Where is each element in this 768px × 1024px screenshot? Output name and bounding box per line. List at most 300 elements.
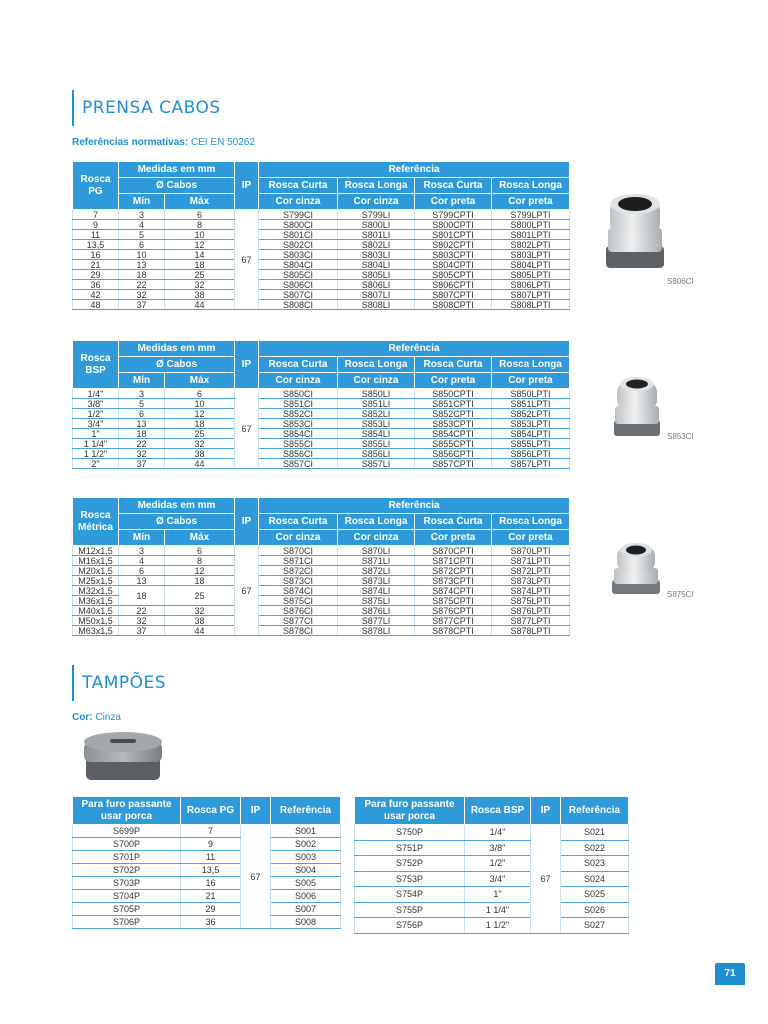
cell-rc-cinza: S853CI <box>259 419 338 429</box>
cell-rl-cinza: S807LI <box>338 290 415 300</box>
table-row <box>73 409 570 419</box>
header-rosca-longa: Rosca Longa <box>338 514 415 530</box>
cell-referencia: S008 <box>271 916 341 929</box>
table-row <box>73 546 570 556</box>
cell-rosca: 9 <box>73 220 119 230</box>
cell-rl-preta: S870LPTI <box>492 546 570 556</box>
image-label-bsp: S853CI <box>667 432 694 441</box>
cell-rl-preta: S853LPTI <box>492 419 570 429</box>
header-cor-preta: Cor preta <box>492 194 570 210</box>
cell-rl-preta: S805LPTI <box>492 270 570 280</box>
cell-rc-cinza: S800CI <box>259 220 338 230</box>
cell-rl-preta: S801LPTI <box>492 230 570 240</box>
table-row <box>73 240 570 250</box>
cell-rl-cinza: S854LI <box>338 429 415 439</box>
cell-referencia: S005 <box>271 877 341 890</box>
cell-rosca: 1 1/4" <box>73 439 119 449</box>
header-rosca-longa: Rosca Longa <box>338 178 415 194</box>
section-title-prensa-cabos: PRENSA CABOS <box>82 98 221 118</box>
cell-rl-cinza: S808LI <box>338 300 415 310</box>
header-rosca: Rosca Métrica <box>73 498 119 546</box>
cell-min: 10 <box>119 250 165 260</box>
table-row <box>73 300 570 310</box>
header-cor-preta: Cor preta <box>492 373 570 389</box>
color-label: Cor: <box>72 712 93 723</box>
cell-porca: S701P <box>73 851 181 864</box>
cell-max: 8 <box>165 556 235 566</box>
cell-referencia: S023 <box>561 856 629 872</box>
cell-rl-cinza: S850LI <box>338 389 415 399</box>
table-row <box>73 877 341 890</box>
header-rosca: Rosca BSP <box>465 797 531 825</box>
table-row <box>73 825 341 838</box>
cell-rosca: M16x1,5 <box>73 556 119 566</box>
cell-rosca: 21 <box>73 260 119 270</box>
table-row <box>73 230 570 240</box>
table-row <box>73 586 570 596</box>
cell-rl-preta: S872LPTI <box>492 566 570 576</box>
cell-rosca: 9 <box>181 838 241 851</box>
cell-max: 38 <box>165 449 235 459</box>
table-row <box>73 864 341 877</box>
cell-rosca: M12x1,5 <box>73 546 119 556</box>
cell-rl-preta: S856LPTI <box>492 449 570 459</box>
header-furo-passante: Para furo passante usar porca <box>355 797 465 825</box>
cell-min: 22 <box>119 439 165 449</box>
cell-rc-cinza: S804CI <box>259 260 338 270</box>
cell-porca: S752P <box>355 856 465 872</box>
cell-rc-cinza: S799CI <box>259 210 338 220</box>
cell-rc-preta: S852CPTI <box>415 409 492 419</box>
cell-rl-cinza: S800LI <box>338 220 415 230</box>
cell-max: 6 <box>165 210 235 220</box>
table-row <box>73 556 570 566</box>
cell-rosca: M20x1,5 <box>73 566 119 576</box>
header-max: Máx <box>165 373 235 389</box>
cell-referencia: S006 <box>271 890 341 903</box>
cell-rc-preta: S855CPTI <box>415 439 492 449</box>
cell-rc-cinza: S851CI <box>259 399 338 409</box>
cell-rl-cinza: S804LI <box>338 260 415 270</box>
header-referencia: Referência <box>259 162 570 178</box>
normative-value: CEI EN 50262 <box>190 137 255 148</box>
cell-rl-cinza: S802LI <box>338 240 415 250</box>
cell-min: 5 <box>119 399 165 409</box>
normative-reference <box>72 137 255 148</box>
cell-rl-preta: S855LPTI <box>492 439 570 449</box>
cell-rc-preta: S872CPTI <box>415 566 492 576</box>
cell-rl-cinza: S855LI <box>338 439 415 449</box>
header-cor-preta: Cor preta <box>492 530 570 546</box>
header-rosca-curta: Rosca Curta <box>259 514 338 530</box>
cell-max: 44 <box>165 300 235 310</box>
cell-rl-cinza: S875LI <box>338 596 415 606</box>
cell-referencia: S026 <box>561 902 629 918</box>
cell-referencia: S004 <box>271 864 341 877</box>
header-min: Mín <box>119 373 165 389</box>
table-row <box>355 918 629 934</box>
cell-rosca: 1 1/2" <box>73 449 119 459</box>
header-cabos: Ø Cabos <box>119 514 235 530</box>
cell-rl-preta: S807LPTI <box>492 290 570 300</box>
cell-rosca: 2" <box>73 459 119 469</box>
cell-rc-cinza: S855CI <box>259 439 338 449</box>
table-row <box>73 429 570 439</box>
table-row <box>355 840 629 856</box>
cell-rl-preta: S877LPTI <box>492 616 570 626</box>
cell-rl-cinza: S801LI <box>338 230 415 240</box>
cell-referencia: S021 <box>561 825 629 841</box>
table-row <box>73 576 570 586</box>
cell-rl-preta: S803LPTI <box>492 250 570 260</box>
cell-rl-preta: S857LPTI <box>492 459 570 469</box>
cell-rc-cinza: S873CI <box>259 576 338 586</box>
header-referencia: Referência <box>561 797 629 825</box>
cell-rl-preta: S876LPTI <box>492 606 570 616</box>
table-row <box>355 871 629 887</box>
cell-rl-cinza: S852LI <box>338 409 415 419</box>
cell-rc-preta: S802CPTI <box>415 240 492 250</box>
header-rosca-longa: Rosca Longa <box>492 514 570 530</box>
cell-porca: S704P <box>73 890 181 903</box>
cell-rc-preta: S876CPTI <box>415 606 492 616</box>
cell-rc-cinza: S852CI <box>259 409 338 419</box>
cell-rl-preta: S854LPTI <box>492 429 570 439</box>
cell-max: 12 <box>165 240 235 250</box>
cell-rosca: 16 <box>181 877 241 890</box>
cell-rosca: 3/4" <box>73 419 119 429</box>
cell-min: 32 <box>119 290 165 300</box>
cell-min: 22 <box>119 606 165 616</box>
cell-referencia: S024 <box>561 871 629 887</box>
cell-rc-cinza: S803CI <box>259 250 338 260</box>
cell-porca: S706P <box>73 916 181 929</box>
header-ip: IP <box>235 162 259 210</box>
table-row <box>73 290 570 300</box>
cell-min: 18 <box>119 429 165 439</box>
cell-ip: 67 <box>235 389 259 469</box>
cell-rosca: 29 <box>73 270 119 280</box>
cell-min: 6 <box>119 409 165 419</box>
cell-rl-cinza: S872LI <box>338 566 415 576</box>
cell-rl-cinza: S874LI <box>338 586 415 596</box>
header-medidas: Medidas em mm <box>119 498 235 514</box>
cell-porca: S751P <box>355 840 465 856</box>
cable-gland-medium-image <box>606 372 670 442</box>
header-cor-cinza: Cor cinza <box>338 194 415 210</box>
cell-rosca: 48 <box>73 300 119 310</box>
table-row <box>73 566 570 576</box>
cell-rosca: 11 <box>181 851 241 864</box>
cell-rc-cinza: S806CI <box>259 280 338 290</box>
cell-max: 25 <box>165 429 235 439</box>
header-min: Mín <box>119 194 165 210</box>
cell-rl-preta: S878LPTI <box>492 626 570 636</box>
cable-gland-small-image <box>604 538 668 600</box>
cell-min: 4 <box>119 220 165 230</box>
header-rosca: Rosca PG <box>73 162 119 210</box>
cell-rc-cinza: S802CI <box>259 240 338 250</box>
table-row <box>355 887 629 903</box>
cell-max: 10 <box>165 399 235 409</box>
cell-rc-cinza: S808CI <box>259 300 338 310</box>
cell-max: 32 <box>165 606 235 616</box>
cell-ip: 67 <box>235 210 259 310</box>
cell-rc-cinza: S807CI <box>259 290 338 300</box>
cell-max: 38 <box>165 290 235 300</box>
cell-max: 25 <box>165 270 235 280</box>
cell-rosca: M25x1,5 <box>73 576 119 586</box>
cell-referencia: S002 <box>271 838 341 851</box>
cell-porca: S755P <box>355 902 465 918</box>
header-cor-cinza: Cor cinza <box>259 194 338 210</box>
cell-referencia: S003 <box>271 851 341 864</box>
cell-rl-preta: S806LPTI <box>492 280 570 290</box>
cell-max: 6 <box>165 546 235 556</box>
cell-rl-cinza: S803LI <box>338 250 415 260</box>
cell-porca: S750P <box>355 825 465 841</box>
cell-rc-cinza: S801CI <box>259 230 338 240</box>
cell-rosca: 36 <box>181 916 241 929</box>
cell-porca: S705P <box>73 903 181 916</box>
cell-min: 3 <box>119 389 165 399</box>
cell-min: 32 <box>119 616 165 626</box>
cell-rl-cinza: S871LI <box>338 556 415 566</box>
cell-rosca: 1 1/4" <box>465 902 531 918</box>
cell-referencia: S001 <box>271 825 341 838</box>
header-rosca-curta: Rosca Curta <box>415 357 492 373</box>
table-row <box>355 825 629 841</box>
table_metric-grid <box>72 497 570 636</box>
cell-rc-cinza: S876CI <box>259 606 338 616</box>
cell-max: 12 <box>165 409 235 419</box>
cell-rl-preta: S799LPTI <box>492 210 570 220</box>
header-ip: IP <box>531 797 561 825</box>
cell-rl-cinza: S857LI <box>338 459 415 469</box>
cell-ip: 67 <box>531 825 561 934</box>
cell-rc-cinza: S805CI <box>259 270 338 280</box>
cell-ip: 67 <box>235 546 259 636</box>
cell-max: 32 <box>165 439 235 449</box>
cell-rl-preta: S850LPTI <box>492 389 570 399</box>
cell-rl-preta: S874LPTI <box>492 586 570 596</box>
header-rosca: Rosca PG <box>181 797 241 825</box>
cell-max: 25 <box>165 586 235 606</box>
cell-min: 5 <box>119 230 165 240</box>
cell-min: 37 <box>119 626 165 636</box>
header-furo-passante: Para furo passante usar porca <box>73 797 181 825</box>
cell-rc-cinza: S854CI <box>259 429 338 439</box>
header-cor-cinza: Cor cinza <box>338 373 415 389</box>
cell-rc-preta: S873CPTI <box>415 576 492 586</box>
cell-max: 18 <box>165 260 235 270</box>
cell-rosca: M63x1,5 <box>73 626 119 636</box>
cell-max: 44 <box>165 459 235 469</box>
cell-rosca: 16 <box>73 250 119 260</box>
cell-max: 6 <box>165 389 235 399</box>
color-note <box>72 712 121 723</box>
table-row <box>73 890 341 903</box>
cell-rl-cinza: S877LI <box>338 616 415 626</box>
cell-max: 14 <box>165 250 235 260</box>
cell-rl-cinza: S876LI <box>338 606 415 616</box>
cell-min: 3 <box>119 210 165 220</box>
cell-rosca: 13,5 <box>73 240 119 250</box>
table-row <box>73 449 570 459</box>
cell-rosca: M40x1,5 <box>73 606 119 616</box>
cell-porca: S700P <box>73 838 181 851</box>
cell-rl-preta: S808LPTI <box>492 300 570 310</box>
cell-max: 18 <box>165 576 235 586</box>
color-value: Cinza <box>95 712 121 723</box>
cell-rosca: 1" <box>465 887 531 903</box>
cell-rl-cinza: S805LI <box>338 270 415 280</box>
cell-porca: S753P <box>355 871 465 887</box>
cell-min: 32 <box>119 449 165 459</box>
cell-rosca: 11 <box>73 230 119 240</box>
cell-rl-preta: S800LPTI <box>492 220 570 230</box>
table-row <box>73 389 570 399</box>
cell-rc-cinza: S870CI <box>259 546 338 556</box>
table-row <box>73 260 570 270</box>
table-row <box>73 210 570 220</box>
cell-rl-preta: S873LPTI <box>492 576 570 586</box>
cell-rosca: M50x1,5 <box>73 616 119 626</box>
cell-rc-preta: S807CPTI <box>415 290 492 300</box>
cell-rc-preta: S804CPTI <box>415 260 492 270</box>
cell-rl-cinza: S878LI <box>338 626 415 636</box>
table_pg-grid <box>72 161 570 310</box>
cell-porca: S754P <box>355 887 465 903</box>
cell-rc-cinza: S878CI <box>259 626 338 636</box>
header-referencia: Referência <box>271 797 341 825</box>
cell-porca: S756P <box>355 918 465 934</box>
normative-label: Referências normativas: <box>72 137 189 148</box>
cell-rosca: 7 <box>73 210 119 220</box>
header-rosca-longa: Rosca Longa <box>492 178 570 194</box>
table-row <box>73 916 341 929</box>
cell-rl-cinza: S799LI <box>338 210 415 220</box>
header-max: Máx <box>165 530 235 546</box>
table-row <box>73 616 570 626</box>
cell-min: 37 <box>119 459 165 469</box>
cell-rc-cinza: S850CI <box>259 389 338 399</box>
header-rosca-curta: Rosca Curta <box>415 178 492 194</box>
cell-referencia: S027 <box>561 918 629 934</box>
cell-rosca: 7 <box>181 825 241 838</box>
header-rosca-curta: Rosca Curta <box>259 357 338 373</box>
table-row <box>73 220 570 230</box>
cell-rc-preta: S803CPTI <box>415 250 492 260</box>
cell-min: 13 <box>119 260 165 270</box>
table-row <box>73 838 341 851</box>
cell-rosca: 42 <box>73 290 119 300</box>
cell-rl-cinza: S853LI <box>338 419 415 429</box>
cell-min: 6 <box>119 240 165 250</box>
cell-rc-cinza: S875CI <box>259 596 338 606</box>
cell-rc-preta: S856CPTI <box>415 449 492 459</box>
cell-rc-preta: S808CPTI <box>415 300 492 310</box>
table-row <box>355 856 629 872</box>
cell-rc-preta: S874CPTI <box>415 586 492 596</box>
cell-rosca: M32x1,5 <box>73 586 119 596</box>
cell-max: 38 <box>165 616 235 626</box>
cell-rc-cinza: S856CI <box>259 449 338 459</box>
table-row <box>73 250 570 260</box>
header-cor-preta: Cor preta <box>415 530 492 546</box>
header-medidas: Medidas em mm <box>119 341 235 357</box>
cell-rosca: 29 <box>181 903 241 916</box>
header-cor-preta: Cor preta <box>415 373 492 389</box>
table-row <box>73 419 570 429</box>
cell-rosca: 1/2" <box>465 856 531 872</box>
cell-rl-preta: S802LPTI <box>492 240 570 250</box>
header-rosca-curta: Rosca Curta <box>415 514 492 530</box>
image-label-metrica: S875CI <box>667 590 694 599</box>
cell-rc-cinza: S877CI <box>259 616 338 626</box>
cell-rc-preta: S878CPTI <box>415 626 492 636</box>
header-medidas: Medidas em mm <box>119 162 235 178</box>
cell-rosca: 3/8" <box>73 399 119 409</box>
section-accent-bar-2 <box>72 665 74 701</box>
cell-min: 37 <box>119 300 165 310</box>
table-row <box>73 903 341 916</box>
header-min: Mín <box>119 530 165 546</box>
cell-rosca: 13,5 <box>181 864 241 877</box>
cell-rc-cinza: S874CI <box>259 586 338 596</box>
cell-rc-preta: S801CPTI <box>415 230 492 240</box>
header-referencia: Referência <box>259 341 570 357</box>
cell-min: 18 <box>119 270 165 280</box>
section-title-tampoes: TAMPÕES <box>82 673 167 693</box>
header-rosca-longa: Rosca Longa <box>492 357 570 373</box>
header-rosca-longa: Rosca Longa <box>338 357 415 373</box>
cell-porca: S699P <box>73 825 181 838</box>
cell-rl-cinza: S856LI <box>338 449 415 459</box>
header-max: Máx <box>165 194 235 210</box>
cell-rc-preta: S875CPTI <box>415 596 492 606</box>
cell-max: 8 <box>165 220 235 230</box>
table-row <box>73 399 570 409</box>
table-row <box>73 459 570 469</box>
cell-rl-cinza: S873LI <box>338 576 415 586</box>
cell-rosca: 3/4" <box>465 871 531 887</box>
cell-rl-preta: S875LPTI <box>492 596 570 606</box>
cell-min: 6 <box>119 566 165 576</box>
tampoes_bsp-grid <box>354 796 629 934</box>
cell-rc-preta: S805CPTI <box>415 270 492 280</box>
header-cor-cinza: Cor cinza <box>259 373 338 389</box>
cell-max: 44 <box>165 626 235 636</box>
cell-rc-preta: S870CPTI <box>415 546 492 556</box>
cell-min: 18 <box>119 586 165 606</box>
header-cor-cinza: Cor cinza <box>338 530 415 546</box>
plug-cap-image <box>78 728 170 788</box>
cell-rc-preta: S854CPTI <box>415 429 492 439</box>
cell-rosca: 1" <box>73 429 119 439</box>
cell-rosca: 21 <box>181 890 241 903</box>
cell-rc-preta: S800CPTI <box>415 220 492 230</box>
header-cor-cinza: Cor cinza <box>259 530 338 546</box>
cell-rosca: 1/4" <box>465 825 531 841</box>
header-ip: IP <box>235 341 259 389</box>
cell-rl-preta: S804LPTI <box>492 260 570 270</box>
cell-max: 10 <box>165 230 235 240</box>
cell-rc-preta: S850CPTI <box>415 389 492 399</box>
page-number: 71 <box>715 963 745 985</box>
cell-rc-preta: S871CPTI <box>415 556 492 566</box>
cell-rc-preta: S857CPTI <box>415 459 492 469</box>
